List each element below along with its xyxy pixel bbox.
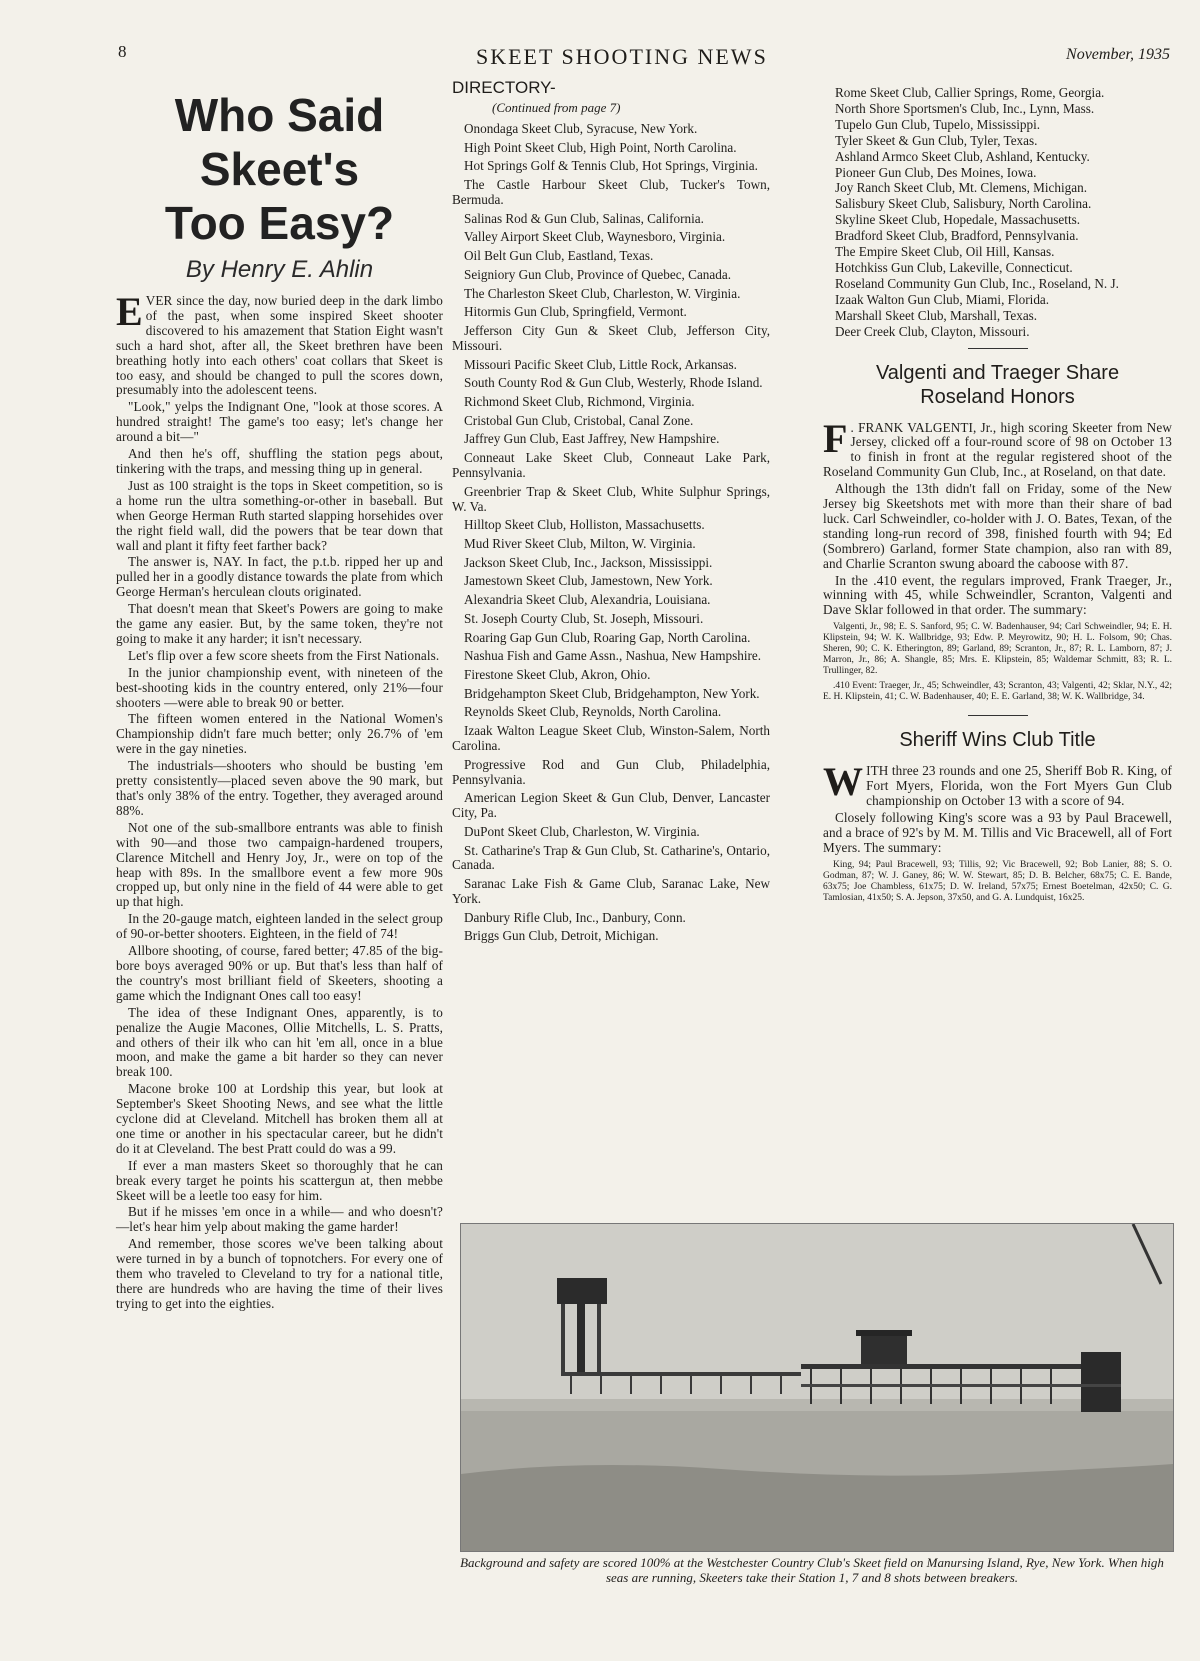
- directory-entry: Deer Creek Club, Clayton, Missouri.: [835, 323, 1030, 339]
- article-paragraph-text: But if he misses 'em once in a while— and who doesn't?—let's hear him yelp about making the game harder!: [116, 1204, 443, 1235]
- directory-entry: Hot Springs Golf & Tennis Club, Hot Springs, Virginia.: [464, 158, 758, 174]
- directory-entry: Conneaut Lake Skeet Club, Conneaut Lake Park, Pennsylvania.: [452, 450, 770, 480]
- article-paragraph-text: That doesn't mean that Skeet's Powers are going to make the game any easier. But, by the same token, they're not going to make it any harder; it isn't necessary.: [116, 601, 443, 646]
- article-paragraph-text: The industrials—shooters who should be busting 'em pretty consistently—placed seven above the 90 mark, but that's only 38% of the entry. Together, they averaged around 88%.: [116, 758, 443, 818]
- valgenti-paragraph-text: . FRANK VALGENTI, Jr., high scoring Skeeter from New Jersey, clicked off a four-round score of 98 on October 13 to finish in front at the regular registered shoot of the Roseland Community Gun Club, Inc., at Roseland, on that date.: [823, 419, 1172, 480]
- photo-caption: Background and safety are scored 100% at the Westchester Country Club's Skeet field on Manursing Island, Rye, New York. When high seas are running, Skeeters take their Station 1, 7 and 8 shots between breakers.: [460, 1555, 1164, 1585]
- article-paragraph: [116, 602, 443, 647]
- directory-entry: Izaak Walton League Skeet Club, Winston-Salem, North Carolina.: [452, 723, 770, 753]
- issue-date: November, 1935: [1066, 46, 1170, 63]
- directory-entry: St. Joseph Courty Club, St. Joseph, Missouri.: [464, 610, 704, 626]
- article-paragraph-text: In the junior championship event, with nineteen of the best-shooting kids in the country entered, only 21%—four shooters —were able to break 90 or better.: [116, 664, 443, 710]
- directory-entry: Hilltop Skeet Club, Holliston, Massachusetts.: [464, 517, 705, 533]
- directory-entry: St. Catharine's Trap & Gun Club, St. Catharine's, Ontario, Canada.: [452, 842, 770, 873]
- article-paragraph: [116, 712, 443, 757]
- article-paragraph-text: Not one of the sub-smallbore entrants was able to finish with 90—and those two campaign-hardened troupers, Clarence Mitchell and Henry Joy, Jr., were on top of the heap with 89s. In the smallbore event a few more 90s cropped up, but only nine in the field of 44 were able to get up that high.: [116, 819, 443, 910]
- valgenti-title-line-1: Valgenti and Traeger Share: [875, 361, 1120, 384]
- directory-list-continued: [823, 86, 1172, 340]
- directory-entry: Saranac Lake Fish & Game Club, Saranac Lake, New York.: [452, 876, 770, 907]
- article-paragraph: [116, 649, 443, 664]
- directory-entry: Jamestown Skeet Club, Jamestown, New York.: [464, 573, 713, 589]
- sheriff-title: Sheriff Wins Club Title: [899, 729, 1096, 752]
- directory-entry: Bradford Skeet Club, Bradford, Pennsylvania.: [835, 228, 1079, 244]
- directory-entry: Salisbury Skeet Club, Salisbury, North Carolina.: [835, 196, 1092, 212]
- publication-title: SKEET SHOOTING NEWS: [476, 44, 768, 69]
- article-paragraph-text: Just as 100 straight is the tops in Skeet competition, so is a home run the ultra something-or-other in baseball. But when George Herman Ruth started slapping horsehides over the right field wall, did the powers that be tear down that wall and plant it fifty feet farther back?: [116, 477, 443, 553]
- directory-continued-note: (Continued from page 7): [492, 100, 621, 115]
- skeet-field-photo: [460, 1223, 1174, 1552]
- article-paragraph-text: Let's flip over a few score sheets from the First Nationals.: [128, 647, 440, 663]
- directory-entry: Rome Skeet Club, Callier Springs, Rome, Georgia.: [835, 85, 1105, 100]
- directory-entry: Seigniory Gun Club, Province of Quebec, Canada.: [464, 266, 731, 282]
- article-paragraph: [116, 944, 443, 1004]
- valgenti-paragraph-text: Although the 13th didn't fall on Friday, some of the New Jersey big Skeetshots met with more than their share of bad luck. Carl Schweindler, co-holder with J. O. Bates, Texan, of the standing long-run record of 398, finished fourth with 94; Ed (Sombrero) Garland, former State champion, also ran with 89, and Charlie Scranton swung aboard the caboose with 87.: [823, 481, 1172, 571]
- directory-entry: Tyler Skeet & Gun Club, Tyler, Texas.: [835, 132, 1038, 148]
- sheriff-paragraph-text: ITH three 23 rounds and one 25, Sheriff Bob R. King, of Fort Myers, Florida, won the Fort Myers Gun Club championship on October 13 with a score of 94.: [866, 763, 1172, 809]
- article-paragraph: [116, 912, 443, 942]
- directory-entry: Danbury Rifle Club, Inc., Danbury, Conn.: [464, 909, 686, 925]
- article-paragraph-text: The answer is, NAY. In fact, the p.t.b. ripped her up and pulled her in a goodly distance towards the plate from which George Herman's herculean clouts originated.: [116, 554, 443, 600]
- valgenti-title: [823, 361, 1172, 409]
- article-body: [116, 289, 443, 1312]
- article-paragraph-text: In the 20-gauge match, eighteen landed in the select group of 90-or-better shooters. Eighteen, in the field of 74!: [116, 911, 443, 942]
- divider: [968, 348, 1028, 349]
- article-paragraph: [116, 1159, 443, 1204]
- directory-entry: Roseland Community Gun Club, Inc., Roseland, N. J.: [835, 275, 1119, 291]
- article-byline: By Henry E. Ahlin: [185, 256, 374, 283]
- article-paragraph: [116, 555, 443, 600]
- directory-entry: Reynolds Skeet Club, Reynolds, North Carolina.: [464, 704, 722, 720]
- directory-entry: The Charleston Skeet Club, Charleston, W. Virginia.: [464, 285, 741, 301]
- article-paragraph: [116, 1082, 443, 1157]
- directory-entry: Firestone Skeet Club, Akron, Ohio.: [464, 666, 651, 682]
- directory-entry: Tupelo Gun Club, Tupelo, Mississippi.: [835, 116, 1041, 132]
- article-paragraph: [116, 447, 443, 477]
- divider: [968, 715, 1028, 716]
- article-paragraph: [116, 400, 443, 445]
- directory-entry: Onondaga Skeet Club, Syracuse, New York.: [464, 121, 698, 136]
- directory-list: [452, 122, 770, 944]
- article-paragraph-text: The fifteen women entered in the National Women's Championship didn't fare much better; only 26.7% of 'em were in the gay nineties.: [116, 711, 443, 757]
- article-paragraph-text: If ever a man masters Skeet so thoroughly that he can break every target he points his scattergun at, then mebbe Skeet will be a leetle too easy for him.: [116, 1157, 443, 1203]
- article-paragraph: [116, 479, 443, 554]
- valgenti-paragraph: [823, 482, 1172, 571]
- valgenti-summary: Valgenti, Jr., 98; E. S. Sanford, 95; C. W. Badenhauser, 94; Carl Schweindler, 94; E. H. Klipstein, 94; W. K. Wallbridge, 93; Edw. P. Meyrowitz, 90; H. L. Folsom, 90; Chas. Sheren, 90; C. K. Etherington, 89; Garland, 89; Scranton, Jr., 87; R. L. Lamborn, 87; J. Marron, Jr., 86; A. Shangle, 85; Mrs. E. Klipstein, 85; Waldemar Schmitt, 83; R. L. Trullinger, 82.: [823, 622, 1172, 677]
- directory-entry: Marshall Skeet Club, Marshall, Texas.: [835, 307, 1038, 323]
- article-column: [116, 80, 443, 1314]
- article-paragraph: [116, 759, 443, 819]
- valgenti-title-line-2: Roseland Honors: [920, 385, 1075, 408]
- article-paragraph-text: And remember, those scores we've been talking about were turned in by a bunch of topnotchers. For every one of them who traveled to Cleveland to try for a national title, there are hundreds who are having the time of their lives trying to get into the eighties.: [116, 1236, 443, 1311]
- directory-entry: North Shore Sportsmen's Club, Inc., Lynn, Mass.: [835, 100, 1095, 116]
- directory-entry: Mud River Skeet Club, Milton, W. Virginia.: [464, 535, 696, 551]
- sheriff-summary: King, 94; Paul Bracewell, 93; Tillis, 92; Vic Bracewell, 92; Bob Lanier, 88; S. O. Godman, 87; W. J. Ganey, 86; W. W. Stewart, 85; D. B. Belcher, 68x75; C. E. Bande, 63x75; Joe Chambless, 61x75; D. W. Ireland, 57x75; Ernest Boetelman, 42x50; C. G. Tamlosian, 41x50; S. A. Jepson, 37x50, and G. A. Lundquist, 16x25.: [823, 859, 1172, 903]
- valgenti-paragraph: [823, 574, 1172, 619]
- directory-entry: Oil Belt Gun Club, Eastland, Texas.: [464, 248, 654, 264]
- article-paragraph-text: Macone broke 100 at Lordship this year, but look at September's Skeet Shooting News, and see what the little cyclone did at Cleveland. Mitchell has broken them all at one time or another in his spectacular career, but he didn't do it at Cleveland. The best Pratt could do was a 99.: [116, 1081, 443, 1156]
- directory-entry: Jefferson City Gun & Skeet Club, Jefferson City, Missouri.: [452, 322, 770, 353]
- valgenti-paragraph: [823, 415, 1172, 481]
- article-title-line-2: Too Easy?: [164, 197, 395, 249]
- photo-illustration: [461, 1224, 1173, 1551]
- sheriff-dropcap: W: [823, 759, 864, 805]
- directory-entry: South County Rod & Gun Club, Westerly, Rhode Island.: [464, 375, 763, 391]
- article-paragraph: [116, 666, 443, 711]
- directory-entry: Joy Ranch Skeet Club, Mt. Clemens, Michigan.: [835, 180, 1088, 196]
- article-dropcap: E: [116, 289, 143, 334]
- directory-entry: Nashua Fish and Game Assn., Nashua, New Hampshire.: [464, 648, 762, 664]
- article-title-line-1: Who Said Skeet's: [174, 89, 385, 195]
- directory-entry: Missouri Pacific Skeet Club, Little Rock, Arkansas.: [464, 356, 737, 372]
- sheriff-paragraph: [823, 811, 1172, 856]
- directory-entry: Izaak Walton Gun Club, Miami, Florida.: [835, 291, 1050, 307]
- directory-entry: Alexandria Skeet Club, Alexandria, Louisiana.: [464, 592, 711, 608]
- article-paragraph-text: The idea of these Indignant Ones, apparently, is to penalize the Augie Macones, Ollie Mitchells, L. S. Pratts, and others of their ilk who can hit 'em all, once in a blue moon, and make the game a bit harder so they can never break 100.: [116, 1004, 443, 1080]
- directory-entry: DuPont Skeet Club, Charleston, W. Virginia.: [464, 823, 700, 839]
- article-paragraph: [116, 1006, 443, 1081]
- directory-entry: Briggs Gun Club, Detroit, Michigan.: [464, 928, 659, 944]
- directory-entry: Valley Airport Skeet Club, Waynesboro, Virginia.: [464, 229, 726, 245]
- directory-entry: Progressive Rod and Gun Club, Philadelphia, Pennsylvania.: [452, 756, 770, 787]
- article-title: [116, 88, 443, 250]
- directory-entry: Richmond Skeet Club, Richmond, Virginia.: [464, 393, 695, 409]
- directory-entry: High Point Skeet Club, High Point, North Carolina.: [464, 139, 737, 155]
- directory-entry: American Legion Skeet & Gun Club, Denver, Lancaster City, Pa.: [452, 790, 770, 821]
- directory-entry: Jackson Skeet Club, Inc., Jackson, Mississippi.: [464, 554, 713, 570]
- sheriff-paragraph: [823, 759, 1172, 809]
- article-paragraph: [116, 821, 443, 910]
- right-column: [823, 86, 1172, 904]
- directory-heading: DIRECTORY-: [452, 78, 556, 97]
- article-paragraph-text: "Look," yelps the Indignant One, "look at those scores. A hundred straight! The game's too easy; let's change her around a bit—": [116, 399, 443, 445]
- page-header: [0, 42, 1200, 72]
- article-paragraph: [116, 1205, 443, 1235]
- directory-entry: Bridgehampton Skeet Club, Bridgehampton, New York.: [464, 685, 760, 701]
- directory-entry: Hotchkiss Gun Club, Lakeville, Connecticut.: [835, 259, 1073, 275]
- directory-entry: Roaring Gap Gun Club, Roaring Gap, North Carolina.: [464, 629, 751, 645]
- article-paragraph: [116, 1237, 443, 1312]
- directory-entry: The Empire Skeet Club, Oil Hill, Kansas.: [835, 244, 1055, 260]
- directory-entry: Ashland Armco Skeet Club, Ashland, Kentucky.: [835, 148, 1090, 164]
- directory-entry: Jaffrey Gun Club, East Jaffrey, New Hampshire.: [464, 431, 720, 447]
- page-number: 8: [118, 42, 127, 61]
- article-paragraph: [116, 289, 443, 398]
- valgenti-paragraph-text: In the .410 event, the regulars improved, Frank Traeger, Jr., winning with 45, while Schweindler, Scranton, Valgenti and Dave Sklar followed in that order. The summary:: [823, 572, 1172, 618]
- directory-entry: Pioneer Gun Club, Des Moines, Iowa.: [835, 164, 1037, 180]
- directory-entry: The Castle Harbour Skeet Club, Tucker's Town, Bermuda.: [452, 177, 770, 208]
- article-paragraph-text: And then he's off, shuffling the station pegs about, tinkering with the traps, and messing thing up in general.: [116, 446, 443, 476]
- directory-column: [452, 80, 770, 948]
- valgenti-summary-410: .410 Event: Traeger, Jr., 45; Schweindler, 43; Scranton, 43; Valgenti, 42; Sklar, N.Y., 42; E. H. Klipstein, 41; C. W. Badenhauser, 40; E. E. Garland, 38; W. K. Wallbridge, 34.: [823, 681, 1172, 703]
- directory-entry: Hitormis Gun Club, Springfield, Vermont.: [464, 304, 687, 320]
- article-paragraph-text: VER since the day, now buried deep in the dark limbo of the past, when some inspired Skeet shooter discovered to his amazement that Station Eight wasn't such a hard shot, after all, the Skeet brethren have been breathing hotly into each others' coat collars that Skeet is too easy, and should be changed to pull the scores down, presumably into the adolescent teens.: [116, 293, 443, 398]
- sheriff-paragraph-text: Closely following King's score was a 93 by Paul Bracewell, and a brace of 92's by M. M. Tillis and Vic Bracewell, all of Fort Myers. The summary:: [823, 810, 1172, 855]
- sheriff-body: [823, 759, 1172, 855]
- directory-entry: Greenbrier Trap & Skeet Club, White Sulphur Springs, W. Va.: [452, 483, 770, 514]
- valgenti-dropcap: F: [823, 415, 848, 461]
- directory-entry: Skyline Skeet Club, Hopedale, Massachusetts.: [835, 212, 1081, 228]
- valgenti-body: [823, 415, 1172, 619]
- directory-entry: Cristobal Gun Club, Cristobal, Canal Zone.: [464, 412, 694, 428]
- directory-entry: Salinas Rod & Gun Club, Salinas, California.: [464, 210, 704, 226]
- article-paragraph-text: Allbore shooting, of course, fared better; 47.85 of the big-bore boys averaged 90% or up. But that's less than half of the country's most brilliant field of Skeeters, shooting a game which the Indignant Ones call too easy!: [116, 943, 443, 1003]
